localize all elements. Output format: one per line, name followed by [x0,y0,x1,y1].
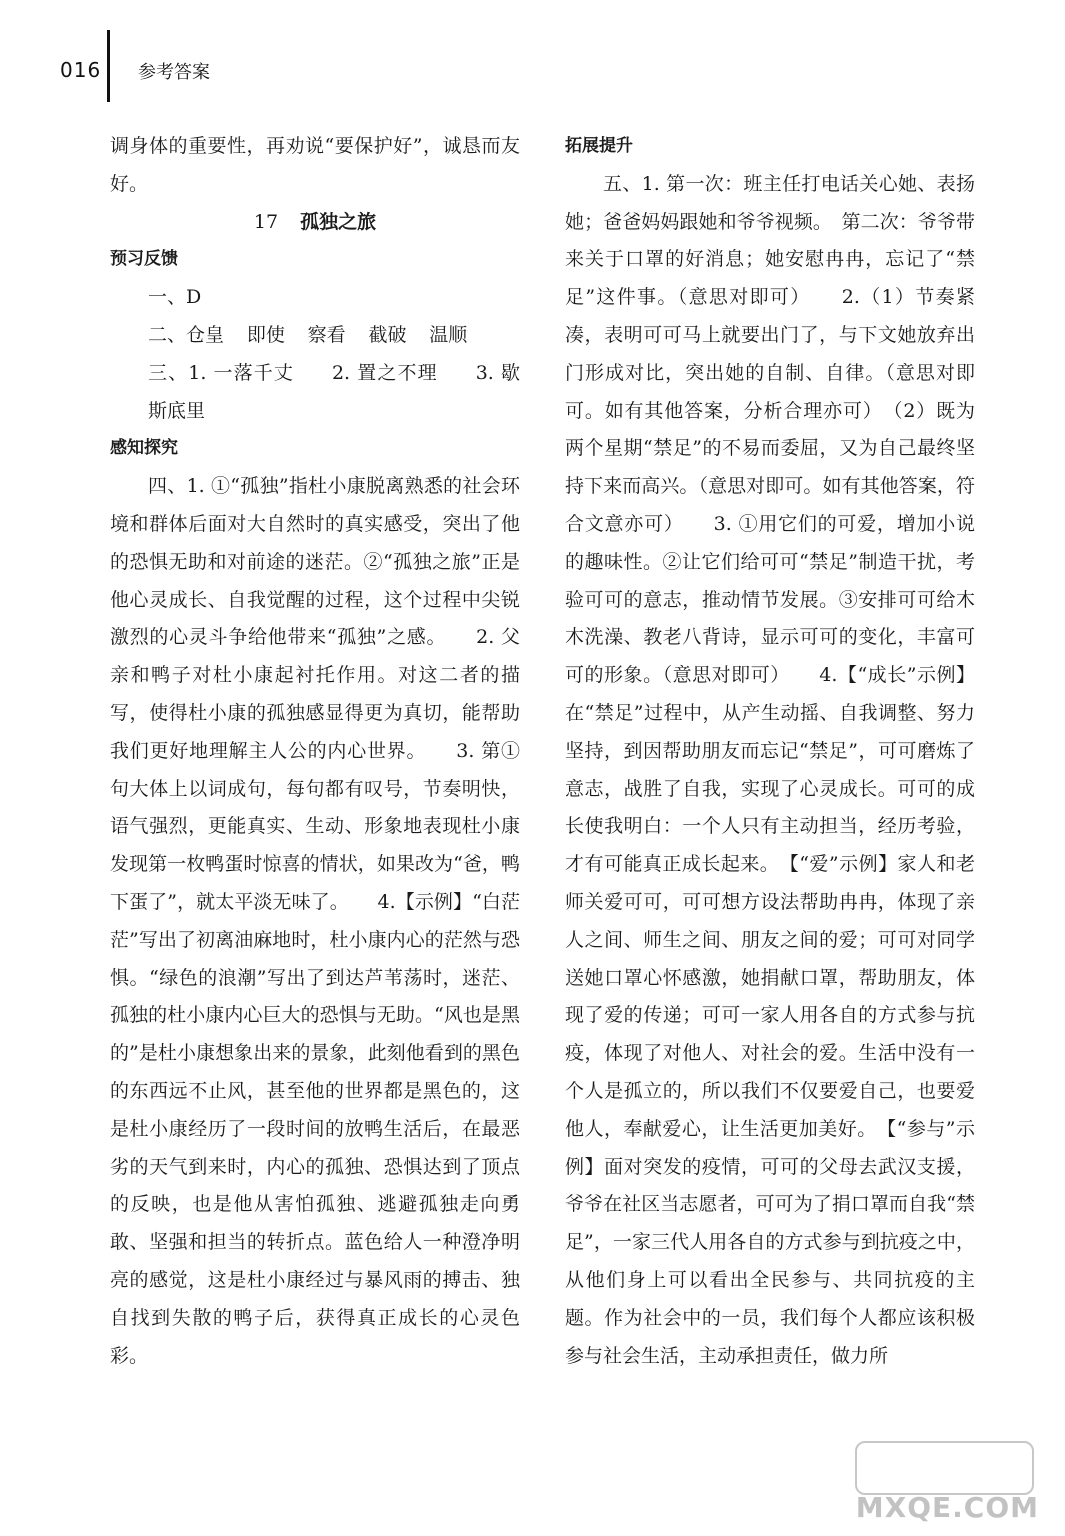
lesson-number: 17 [253,210,279,233]
watermark-text: MXQE.COM [855,1491,1039,1524]
preview-heading: 预习反馈 [110,249,178,270]
preview-2-label: 二、 [148,323,187,346]
preview-2-word: 仓皇 [186,323,225,346]
explore-heading: 感知探究 [110,438,178,459]
page-number: 016 [60,58,102,82]
continuation-text: 调身体的重要性，再劝说“要保护好”，诚恳而友好。 [110,135,520,195]
preview-2-word: 截破 [368,323,407,346]
preview-3-item: 2. 置之不理 [331,361,438,384]
watermark-logo-icon [855,1441,1034,1495]
extend-heading: 拓展提升 [565,136,633,156]
page-header [0,0,1065,110]
right-column [565,128,975,1375]
preview-answer-2 [110,317,520,355]
preview-2-word: 温顺 [429,323,468,346]
left-column [110,128,520,1375]
preview-3-item: 1. 一落千丈 [188,361,294,384]
preview-answer-1: 一、D [148,286,202,309]
preview-2-word: 即使 [246,323,285,346]
lesson-title [110,204,520,242]
preview-2-word: 察看 [307,323,346,346]
watermark [855,1441,1045,1526]
explore-text: 四、1. ①“孤独”指杜小康脱离熟悉的社会环境和群体后面对大自然时的真实感受，突出了他的恐惧无助和对前途的迷茫。②“孤独之旅”正是他心灵成长、自我觉醒的过程，这个过程中尖锐激烈的心灵斗争给他带来“孤独”之感。 2. 父亲和鸭子对杜小康起衬托作用。对这二者的描写，使得杜小康的孤独感显得更为真切，能帮助我们更好地理解主人公的内心世界。 3. 第①句大体上以词成句，每句都有叹号，节奏明快，语气强烈，更能真实、生动、形象地表现杜小康发现第一枚鸭蛋时惊喜的情状，如果改为“爸，鸭下蛋了”，就太平淡无味了。 4.【示例】“白茫茫”写出了初离油麻地时，杜小康内心的茫然与恐惧。“绿色的浪潮”写出了到达芦苇荡时，迷茫、孤独的杜小康内心巨大的恐惧与无助。“风也是黑的”是杜小康想象出来的景象，此刻他看到的黑色的东西远不止风，甚至他的世界都是黑色的，这是杜小康经历了一段时间的放鸭生活后，在最恶劣的天气到来时，内心的孤独、恐惧达到了顶点的反映，也是他从害怕孤独、逃避孤独走向勇敢、坚强和担当的转折点。蓝色给人一种澄净明亮的感觉，这是杜小康经过与暴风雨的搏击、独自找到失散的鸭子后，获得真正成长的心灵色彩。 [110,475,520,1367]
preview-3-label: 三、 [148,361,189,384]
header-title: 参考答案 [138,62,210,83]
header-divider [107,30,110,102]
extend-text: 五、1. 第一次：班主任打电话关心她、表扬她；爸爸妈妈跟她和爷爷视频。 第二次：爷爷带来关于口罩的好消息；她安慰冉冉，忘记了“禁足”这件事。（意思对即可） 2.（1）节奏紧凑，表明可可马上就要出门了，与下文她放弃出门形成对比，突出她的自制、自律。（意思对即可。如有其他答案，分析合理亦可） （2）既为两个星期“禁足”的不易而委屈，又为自己最终坚持下来而高兴。（意思对即可。如有其他答案，符合文意亦可） 3. ①用它们的可爱，增加小说的趣味性。②让它们给可可“禁足”制造干扰，考验可可的意志，推动情节发展。③安排可可给木木洗澡、教老八背诗，显示可可的变化，丰富可可的形象。（意思对即可） 4.【“成长”示例】在“禁足”过程中，从产生动摇、自我调整、努力坚持，到因帮助朋友而忘记“禁足”，可可磨炼了意志，战胜了自我，实现了心灵成长。可可的成长使我明白：一个人只有主动担当，经历考验，才有可能真正成长起来。 【“爱”示例】家人和老师关爱可可，可可想方设法帮助冉冉，体现了亲人之间、师生之间、朋友之间的爱；可可对同学送她口罩心怀感激，她捐献口罩，帮助朋友，体现了爱的传递；可可一家人用各自的方式参与抗疫，体现了对他人、对社会的爱。生活中没有一个人是孤立的，所以我们不仅要爱自己，也要爱他人，奉献爱心，让生活更加美好。 【“参与”示例】面对突发的疫情，可可的父母去武汉支援，爷爷在社区当志愿者，可可为了捐口罩而自我“禁足”，一家三代人用各自的方式参与到抗疫之中，从他们身上可以看出全民参与、共同抗疫的主题。作为社会中的一员，我们每个人都应该积极参与社会生活，主动承担责任，做力所 [565,172,975,1367]
lesson-name: 孤独之旅 [300,210,377,233]
preview-3-item: 3. 歇斯底里 [148,361,520,422]
preview-answer-3 [110,355,520,431]
